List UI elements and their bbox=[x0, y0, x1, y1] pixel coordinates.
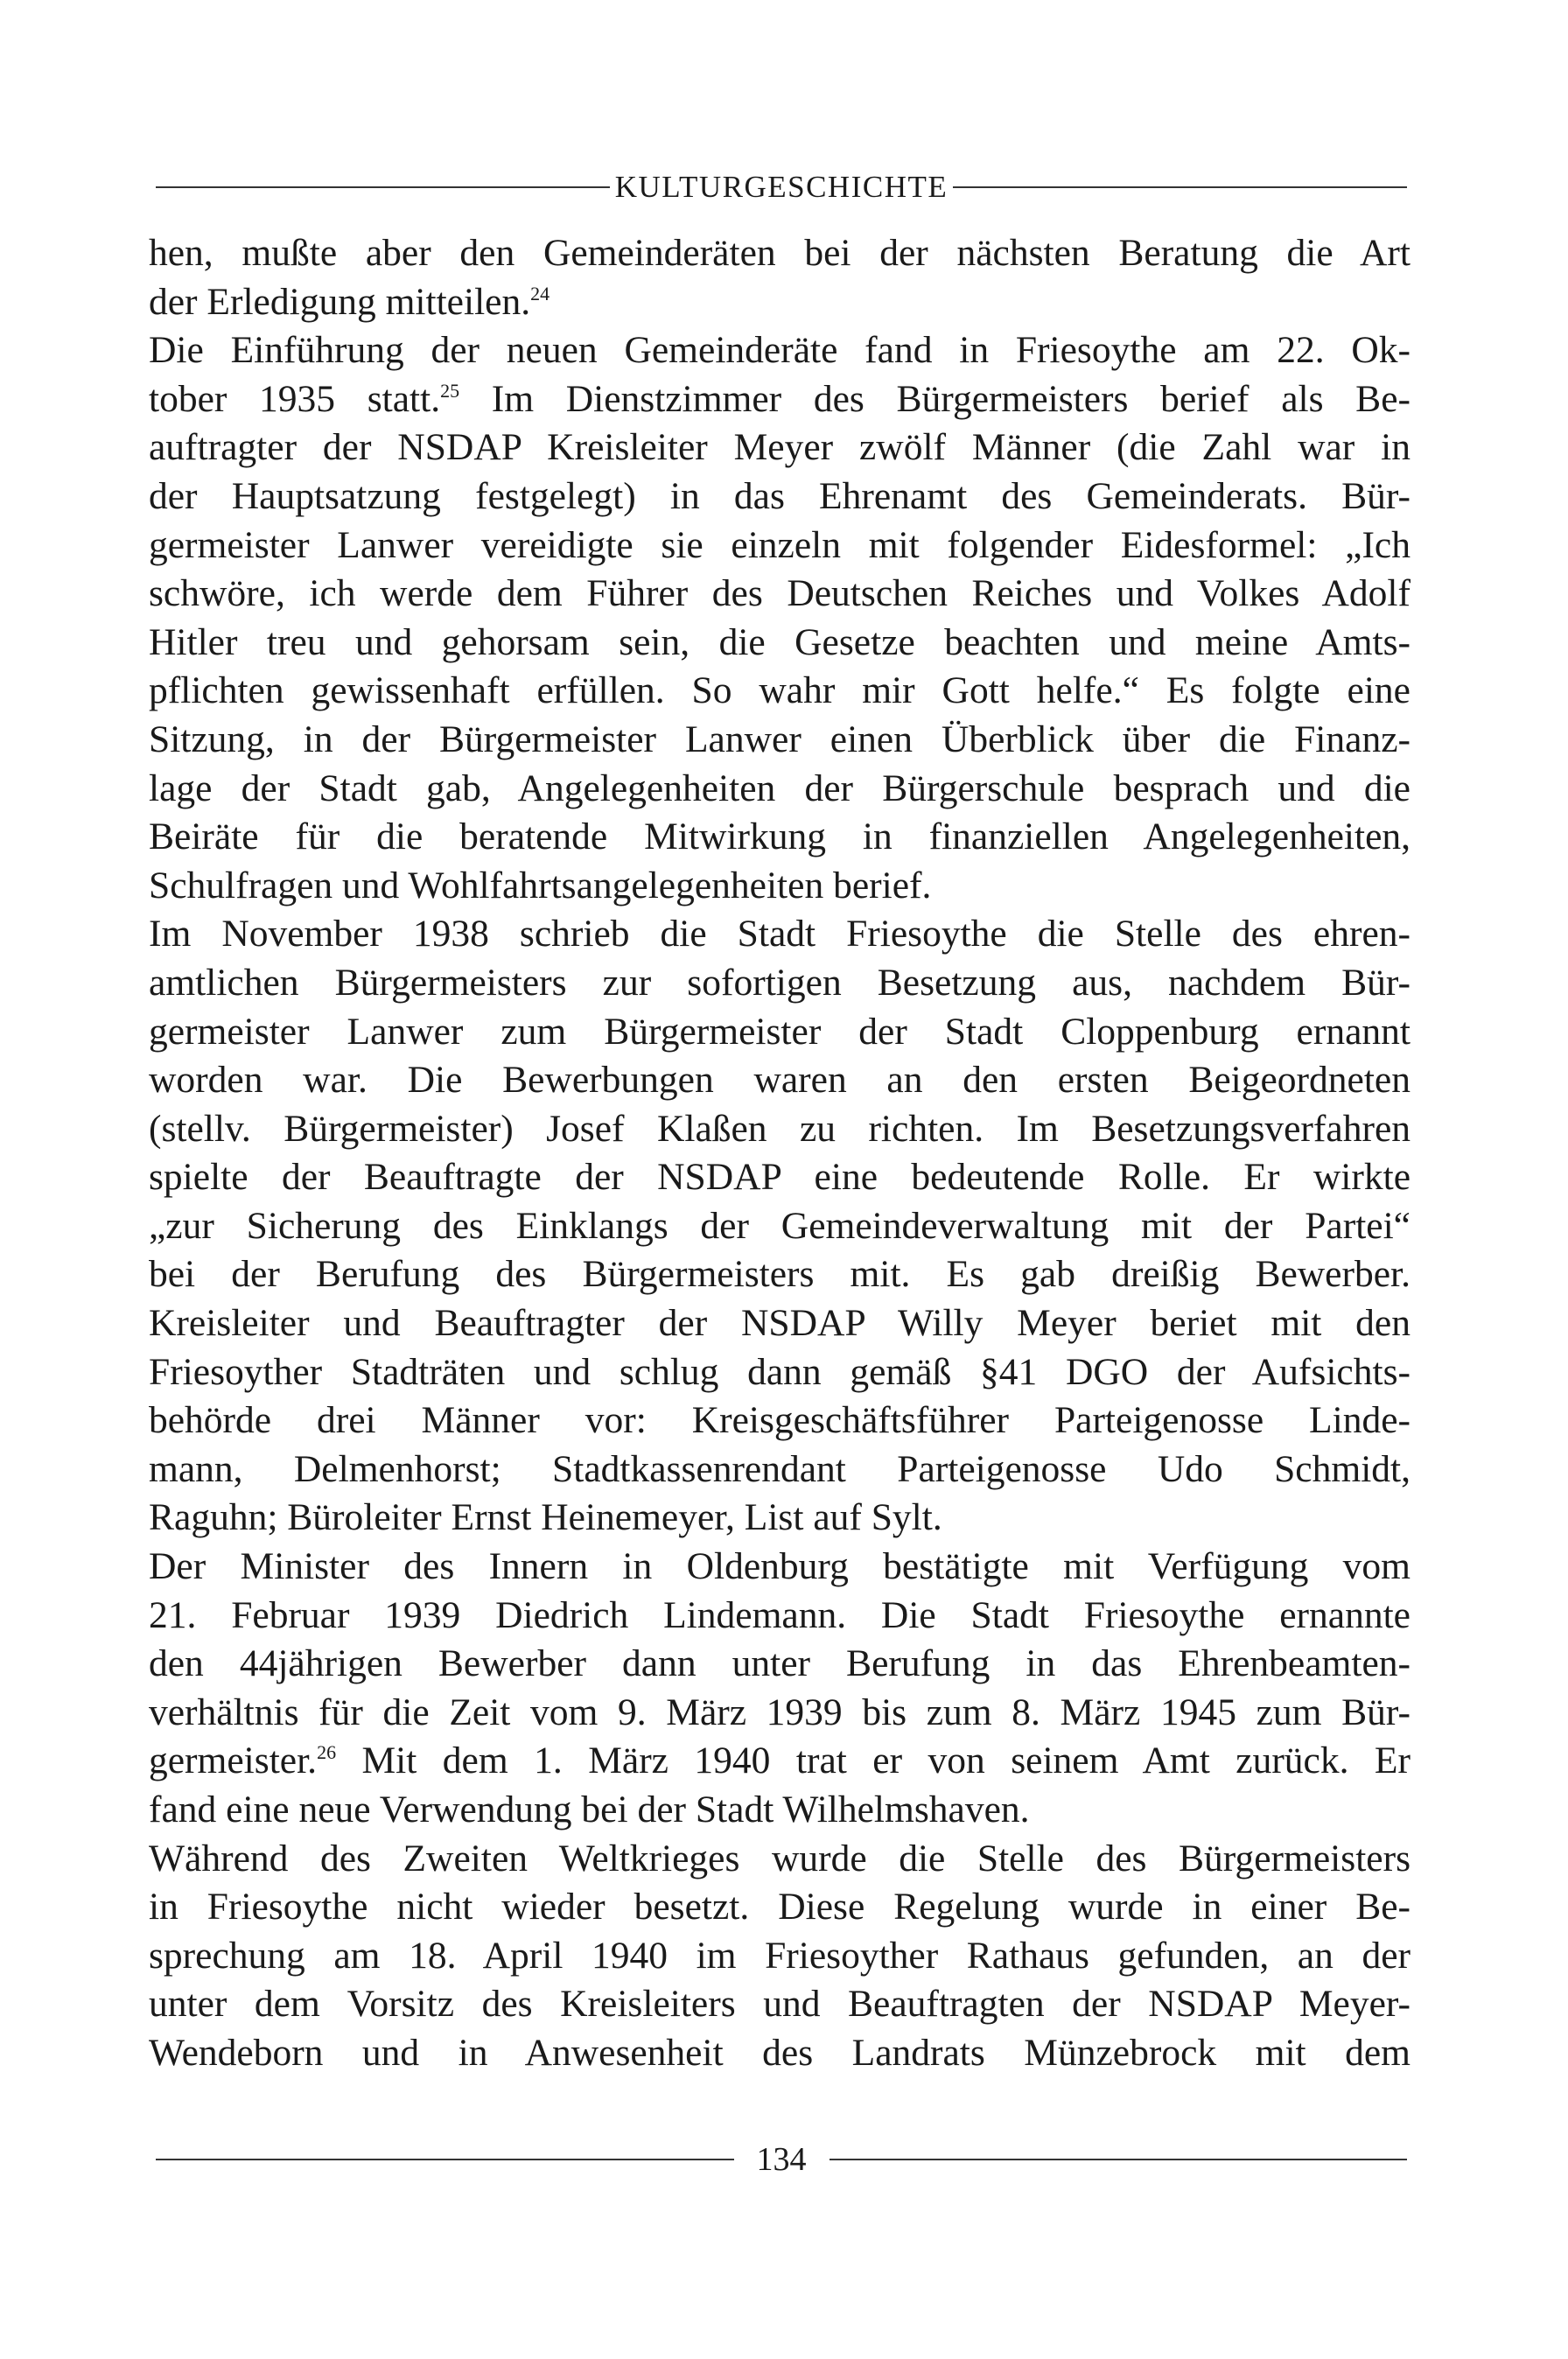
text-line-content: Während des Zweiten Weltkrieges wurde die Stelle des Bürgermeisters bbox=[149, 1837, 1410, 1880]
text-line-content: Beiräte für die beratende Mitwirkung in finanziellen Angelegenheiten, bbox=[149, 816, 1410, 858]
text-line-content: spielte der Beauftragte der NSDAP eine bedeutende Rolle. Er wirkte bbox=[149, 1156, 1410, 1199]
text-line-content: unter dem Vorsitz des Kreisleiters und Beauftragten der NSDAP Meyer- bbox=[149, 1983, 1410, 2026]
text-line-content: Wendeborn und in Anwesenheit des Landrats Münzebrock mit dem bbox=[149, 2031, 1410, 2074]
footnote-marker: 25 bbox=[440, 379, 460, 402]
text-line-content: 21. Februar 1939 Diedrich Lindemann. Die Stadt Friesoythe ernannte bbox=[149, 1593, 1410, 1636]
text-line bbox=[149, 472, 1410, 522]
text-line-content: in Friesoythe nicht wieder besetzt. Diese Regelung wurde in einer Be- bbox=[149, 1886, 1410, 1928]
text-line bbox=[149, 1153, 1410, 1202]
text-line-content: der Erledigung mitteilen. bbox=[149, 280, 531, 323]
text-line bbox=[149, 1494, 1410, 1543]
text-line bbox=[149, 1056, 1410, 1105]
text-line bbox=[149, 326, 1410, 375]
text-line-content: tober 1935 statt. bbox=[149, 377, 441, 420]
text-line bbox=[149, 1980, 1410, 2029]
text-line bbox=[149, 1835, 1410, 1884]
text-line-content: lage der Stadt gab, Angelegenheiten der Bürgerschule besprach und die bbox=[149, 766, 1410, 809]
text-line bbox=[149, 375, 1410, 424]
text-line bbox=[149, 813, 1410, 862]
text-line-content: behörde drei Männer vor: Kreisgeschäftsführer Parteigenosse Linde- bbox=[149, 1399, 1410, 1442]
text-line-content: mann, Delmenhorst; Stadtkassenrendant Parteigenosse Udo Schmidt, bbox=[149, 1447, 1410, 1490]
page-number: 134 bbox=[756, 2141, 807, 2178]
text-line-content: „zur Sicherung des Einklangs der Gemeindeverwaltung mit der Partei“ bbox=[149, 1204, 1410, 1247]
text-line-content: Sitzung, in der Bürgermeister Lanwer einen Überblick über die Finanz- bbox=[149, 718, 1410, 760]
text-line bbox=[149, 619, 1410, 668]
text-line bbox=[149, 716, 1410, 765]
text-line bbox=[149, 1543, 1410, 1592]
text-line-content: germeister. bbox=[149, 1740, 318, 1782]
running-title: KULTURGESCHICHTE bbox=[614, 170, 948, 204]
text-line-content: Hitler treu und gehorsam sein, die Gesetze beachten und meine Amts- bbox=[149, 620, 1410, 663]
text-line bbox=[149, 1105, 1410, 1154]
footnote-marker: 26 bbox=[317, 1741, 337, 1764]
text-line bbox=[149, 2029, 1410, 2078]
text-line bbox=[149, 959, 1410, 1008]
text-line-content: Im November 1938 schrieb die Stadt Friesoythe die Stelle des ehren- bbox=[149, 913, 1410, 956]
text-line-content: Raguhn; Büroleiter Ernst Heinemeyer, List auf Sylt. bbox=[149, 1496, 942, 1539]
text-line-content: pflichten gewissenhaft erfüllen. So wahr mir Gott helfe.“ Es folgte eine bbox=[149, 669, 1410, 712]
footer-rule-left bbox=[156, 2159, 734, 2160]
footnote-marker: 24 bbox=[530, 282, 550, 304]
text-line-content: Kreisleiter und Beauftragter der NSDAP Willy Meyer beriet mit den bbox=[149, 1302, 1410, 1345]
text-line-continuation: Im Dienstzimmer des Bürgermeisters berief als Be- bbox=[459, 377, 1410, 420]
text-line-content: der Hauptsatzung festgelegt) in das Ehrenamt des Gemeinderats. Bür- bbox=[149, 474, 1410, 517]
text-line-content: sprechung am 18. April 1940 im Friesoyther Rathaus gefunden, an der bbox=[149, 1934, 1410, 1977]
text-line-content: fand eine neue Verwendung bei der Stadt Wilhelmshaven. bbox=[149, 1788, 1030, 1830]
text-line bbox=[149, 1202, 1410, 1251]
text-line bbox=[149, 1883, 1410, 1932]
text-line bbox=[149, 278, 1410, 327]
text-line bbox=[149, 1737, 1410, 1786]
text-line bbox=[149, 1008, 1410, 1057]
text-line-content: bei der Berufung des Bürgermeisters mit. Es gab dreißig Bewerber. bbox=[149, 1253, 1410, 1296]
text-line bbox=[149, 1932, 1410, 1981]
text-line-continuation: Mit dem 1. März 1940 trat er von seinem Amt zurück. Er bbox=[336, 1740, 1410, 1782]
text-line bbox=[149, 1689, 1410, 1738]
text-line-content: schwöre, ich werde dem Führer des Deutschen Reiches und Volkes Adolf bbox=[149, 572, 1410, 615]
text-line-content: (stellv. Bürgermeister) Josef Klaßen zu richten. Im Besetzungsverfahren bbox=[149, 1107, 1410, 1150]
text-line bbox=[149, 1299, 1410, 1348]
text-line-content: hen, mußte aber den Gemeinderäten bei der nächsten Beratung die Art bbox=[149, 232, 1410, 274]
text-line-content: germeister Lanwer zum Bürgermeister der Stadt Cloppenburg ernannt bbox=[149, 1010, 1410, 1053]
text-line-content: Die Einführung der neuen Gemeinderäte fand in Friesoythe am 22. Ok- bbox=[149, 329, 1410, 372]
page-footer bbox=[156, 2137, 1407, 2182]
text-line-content: verhältnis für die Zeit vom 9. März 1939 bis zum 8. März 1945 zum Bür- bbox=[149, 1690, 1410, 1733]
text-line bbox=[149, 1786, 1410, 1835]
header-rule-left bbox=[156, 186, 610, 188]
text-line-content: amtlichen Bürgermeisters zur sofortigen Besetzung aus, nachdem Bür- bbox=[149, 961, 1410, 1004]
text-line bbox=[149, 1396, 1410, 1446]
text-line bbox=[149, 667, 1410, 716]
text-line-content: Schulfragen und Wohlfahrtsangelegenheiten berief. bbox=[149, 864, 932, 906]
text-line-content: Der Minister des Innern in Oldenburg bestätigte mit Verfügung vom bbox=[149, 1545, 1410, 1588]
text-line-content: auftragter der NSDAP Kreisleiter Meyer zwölf Männer (die Zahl war in bbox=[149, 426, 1410, 469]
text-line bbox=[149, 522, 1410, 570]
running-header bbox=[156, 164, 1407, 210]
text-line-content: Friesoyther Stadträten und schlug dann gemäß §41 DGO der Aufsichts- bbox=[149, 1350, 1410, 1393]
header-rule-right bbox=[953, 186, 1407, 188]
text-line bbox=[149, 570, 1410, 619]
text-line bbox=[149, 862, 1410, 911]
text-line bbox=[149, 910, 1410, 959]
text-line-content: germeister Lanwer vereidigte sie einzeln mit folgender Eidesformel: „Ich bbox=[149, 523, 1410, 566]
text-line bbox=[149, 424, 1410, 472]
text-line bbox=[149, 1592, 1410, 1641]
body-text bbox=[149, 229, 1410, 2078]
text-line bbox=[149, 1250, 1410, 1299]
text-line bbox=[149, 1640, 1410, 1689]
footer-rule-right bbox=[830, 2159, 1408, 2160]
text-line bbox=[149, 1446, 1410, 1494]
text-line bbox=[149, 1348, 1410, 1397]
text-line-content: worden war. Die Bewerbungen waren an den ersten Beigeordneten bbox=[149, 1059, 1410, 1102]
text-line bbox=[149, 229, 1410, 278]
text-line-content: den 44jährigen Bewerber dann unter Berufung in das Ehrenbeamten- bbox=[149, 1642, 1410, 1685]
text-line bbox=[149, 765, 1410, 814]
